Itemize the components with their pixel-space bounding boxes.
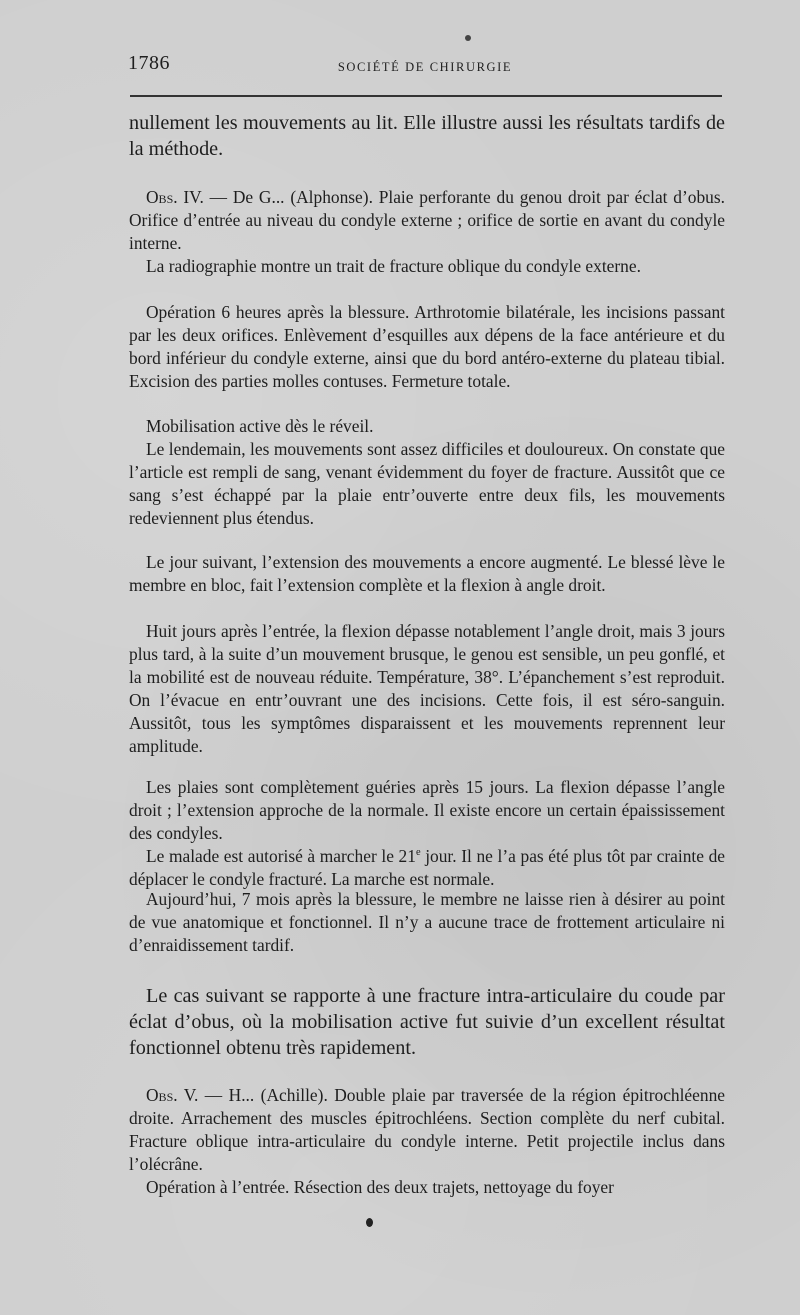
paragraph-plaies: Les plaies sont complètement guéries après 15 jours. La flexion dépasse l’angle droit ; l’extension approche de la normale. Il existe encore un certain épaississement des condyles.: [129, 777, 725, 843]
paragraph-huit-jours: Huit jours après l’entrée, la flexion dépasse notablement l’angle droit, mais 3 jours plus tard, à la suite d’un mouvement brusque, le genou est sensible, un peu gonflé, et la mobilité est de nouveau réduite. Température, 38°. L’épanchement s’est reproduit. On l’évacue en entr’ouvrant une des incisions. Cette fois, il est séro-sanguin. Aussitôt, tous les symptômes disparaissent et les mouvements reprennent leur amplitude.: [129, 621, 725, 756]
ink-speck: [465, 35, 471, 41]
obs-4-text: — De G... (Alphonse). Plaie perforante du genou droit par éclat d’obus. Orifice d’entrée au niveau du condyle externe ; orifice de sortie en avant du condyle interne.: [129, 187, 725, 253]
page-number: 1786: [128, 52, 170, 74]
paragraph-obs-4: [129, 186, 725, 255]
header-rule: [130, 95, 722, 97]
paragraph-intro: nullement les mouvements au lit. Elle illustre aussi les résultats tardifs de la méthode.: [129, 112, 725, 160]
malade-superscript: e: [415, 847, 421, 859]
paragraph-aujourdhui: Aujourd’hui, 7 mois après la blessure, le membre ne laisse rien à désirer au point de vue anatomique et fonctionnel. Il n’y a aucune trace de frottement articulaire ni d’enraidissement tardif.: [129, 889, 725, 955]
page-header: [128, 52, 722, 82]
paragraph-operation: Opération 6 heures après la blessure. Arthrotomie bilatérale, les incisions passant par les deux orifices. Enlèvement d’esquilles aux dépens de la face antérieure et du bord inférieur du condyle externe, ainsi que du bord antéro-externe du plateau tibial. Excision des parties molles contuses. Fermeture totale.: [129, 302, 725, 391]
paragraph-mobilisation: Mobilisation active dès le réveil.: [146, 416, 374, 436]
paragraph-operation-entree: Opération à l’entrée. Résection des deux trajets, nettoyage du foyer: [146, 1177, 614, 1197]
malade-text-a: Le malade est autorisé à marcher le 21: [146, 846, 416, 866]
paragraph-radiographie: La radiographie montre un trait de fracture oblique du condyle externe.: [146, 256, 641, 276]
paragraph-malade: [129, 845, 725, 891]
ink-speck-bottom: [366, 1218, 373, 1227]
obs-4-label: Obs. IV.: [146, 187, 204, 207]
paragraph-cas-suivant: Le cas suivant se rapporte à une fracture intra-articulaire du coude par éclat d’obus, où la mobilisation active fut suivie d’un excellent résultat fonctionnel obtenu très rapidement.: [129, 985, 725, 1059]
paragraph-jour-suivant: Le jour suivant, l’extension des mouvements a encore augmenté. Le blessé lève le membre en bloc, fait l’extension complète et la flexion à angle droit.: [129, 552, 725, 595]
malade-text-b: jour. Il ne l’a pas été plus tôt par crainte de déplacer le condyle fracturé. La marche est normale.: [129, 846, 725, 889]
running-title: SOCIÉTÉ DE CHIRURGIE: [337, 60, 513, 74]
paragraph-lendemain: Le lendemain, les mouvements sont assez difficiles et douloureux. On constate que l’article est rempli de sang, venant évidemment du foyer de fracture. Aussitôt que ce sang s’est échappé par la plaie entr’ouverte entre deux fils, les mouvements redeviennent plus étendus.: [129, 439, 725, 528]
paragraph-obs-5: [129, 1084, 725, 1176]
obs-5-text: — H... (Achille). Double plaie par traversée de la région épitrochléenne droite. Arrachement des muscles épitrochléens. Section complète du nerf cubital. Fracture oblique intra-articulaire du condyle interne. Petit projectile inclus dans l’olécrâne.: [129, 1085, 725, 1174]
obs-5-label: Obs. V.: [146, 1085, 199, 1105]
